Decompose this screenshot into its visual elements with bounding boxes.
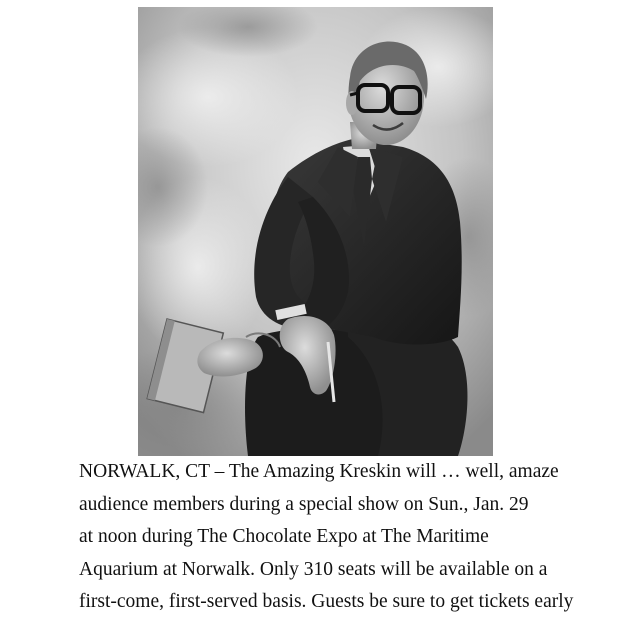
article-photo bbox=[138, 7, 493, 456]
article-line: first-come, first-served basis. Guests be sure to get tickets early bbox=[79, 591, 574, 612]
article-line: NORWALK, CT – The Amazing Kreskin will … well, amaze bbox=[79, 461, 559, 482]
article-line: audience members during a special show on Sun., Jan. 29 bbox=[79, 493, 529, 515]
article-line: at noon during The Chocolate Expo at The Maritime bbox=[79, 526, 489, 547]
article-body bbox=[79, 456, 579, 619]
article-line: Aquarium at Norwalk. Only 310 seats will be available on a bbox=[79, 558, 548, 580]
kreskin-portrait bbox=[138, 7, 493, 456]
